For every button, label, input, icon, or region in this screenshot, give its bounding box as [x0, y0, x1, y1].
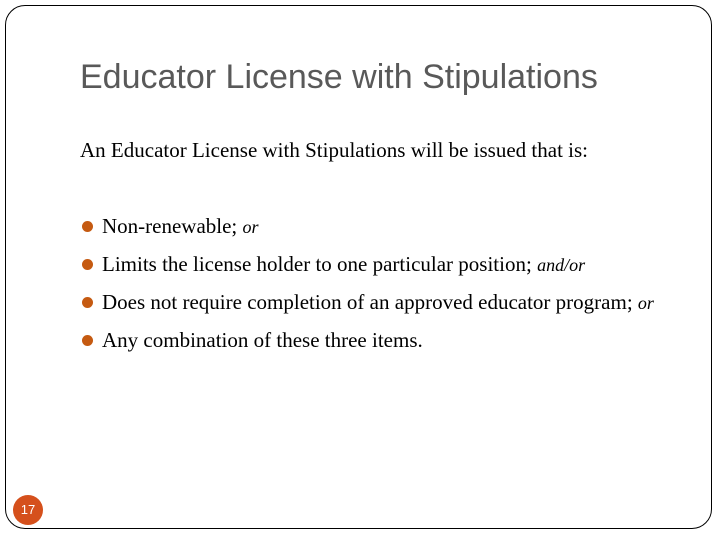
- bullet-item: [80, 287, 680, 318]
- bullet-emphasis: and/or: [537, 255, 586, 275]
- bullet-dot-icon: [82, 259, 93, 270]
- bullet-item: [80, 211, 680, 242]
- bullet-text: Does not require completion of an approved educator program;: [102, 290, 638, 314]
- bullet-list: [80, 211, 680, 363]
- slide-number-badge: 17: [13, 495, 43, 525]
- bullet-item: [80, 325, 680, 356]
- bullet-text: Any combination of these three items.: [102, 328, 423, 352]
- intro-text: An Educator License with Stipulations will be issued that is:: [80, 138, 589, 162]
- bullet-dot-icon: [82, 297, 93, 308]
- slide-title: Educator License with Stipulations: [80, 58, 598, 96]
- bullet-dot-icon: [82, 335, 93, 346]
- bullet-emphasis: or: [242, 217, 259, 237]
- bullet-emphasis: or: [637, 293, 654, 313]
- bullet-text: Non-renewable;: [102, 214, 243, 238]
- bullet-dot-icon: [82, 221, 93, 232]
- bullet-text: Limits the license holder to one particular position;: [102, 252, 538, 276]
- bullet-item: [80, 249, 680, 280]
